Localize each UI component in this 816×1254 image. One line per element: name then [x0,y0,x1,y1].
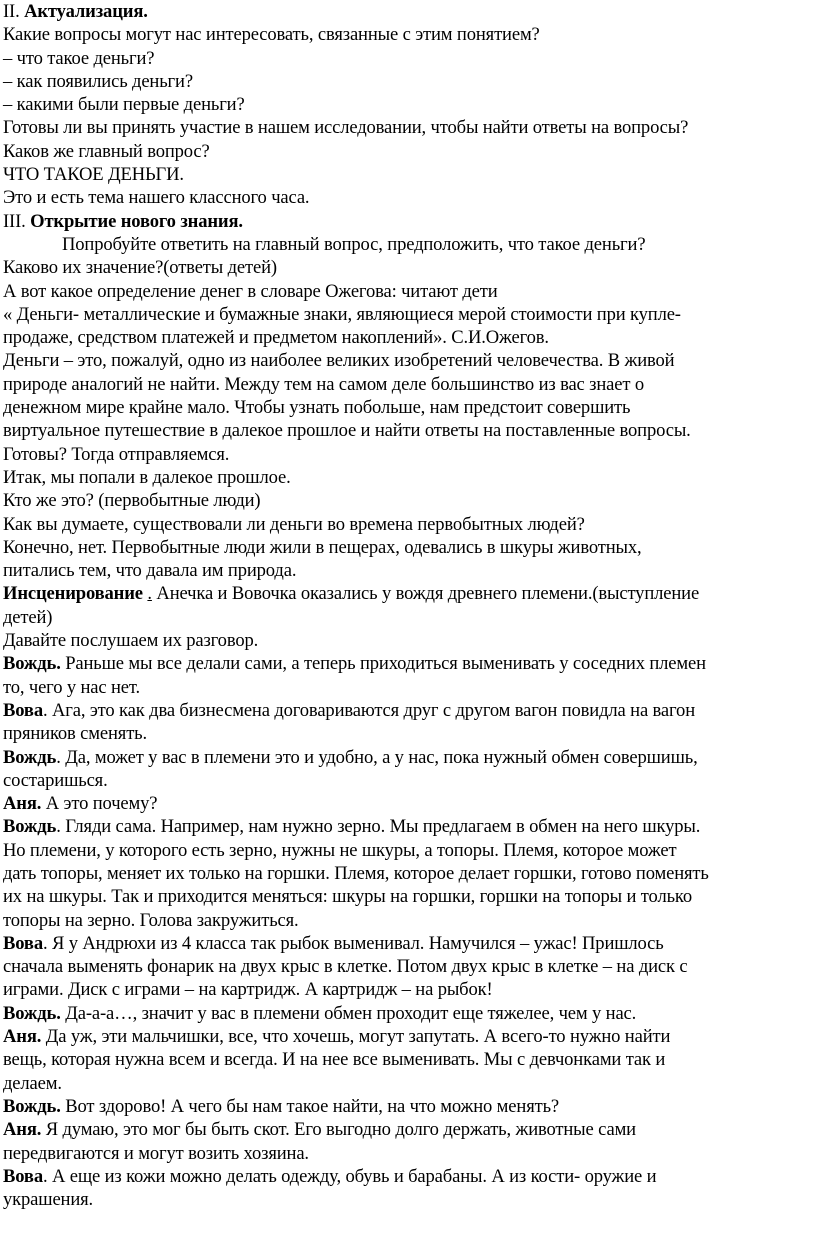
staging-text: Анечка и Вовочка оказались у вождя древнего племени.(выступление [151,583,700,605]
paragraph-line: Готовы ли вы принять участие в нашем исследовании, чтобы найти ответы на вопросы? [3,117,689,139]
dialogue-line [3,1048,813,1071]
dialogue-text: Да-а-а…, значит у вас в племени обмен проходит еще тяжелее, чем у нас. [60,1002,637,1024]
dialogue-line [3,1188,813,1211]
paragraph-line: Кто же это? (первобытные люди) [3,490,261,512]
dialogue-text: передвигаются и могут возить хозяина. [3,1142,309,1164]
section-number: III. [3,210,26,232]
dialogue-text: . Да, может у вас в племени это и удобно, а у нас, пока нужный обмен совершишь, [56,746,698,768]
dialogue-line [3,1142,813,1165]
dialogue [3,652,813,1211]
dialogue-line [3,839,813,862]
dialogue-line [3,792,813,815]
speaker-name: Вова [3,699,43,721]
paragraph-line: питались тем, что давала им природа. [3,560,297,582]
dialogue-line [3,1165,813,1188]
paragraph-line: Какие вопросы могут нас интересовать, связанные с этим понятием? [3,24,540,46]
speaker-name: Аня. [3,1119,42,1141]
dialogue-text: Раньше мы все делали сами, а теперь приходиться выменивать у соседних племен [60,653,706,675]
dialogue-text: дать топоры, меняет их только на горшки. Племя, которое делает горшки, готово поменять [3,862,709,884]
dialogue-line [3,909,813,932]
dialogue-line [3,1025,813,1048]
dialogue-line [3,1072,813,1095]
speaker-name: Вождь [3,746,57,768]
quote-line: продаже, средством платежей и предметом накоплений». С.И.Ожегов. [3,327,549,349]
dialogue-text: то, чего у нас нет. [3,676,140,698]
dialogue-text: Вот здорово! А чего бы нам такое найти, на что можно менять? [60,1095,560,1117]
dialogue-line [3,1002,813,1025]
paragraph-line: Давайте послушаем их разговор. [3,630,259,652]
dialogue-line [3,769,813,792]
dialogue-text: топоры на зерно. Голова закружиться. [3,909,299,931]
speaker-name: Вова [3,1165,43,1187]
paragraph-line: Конечно, нет. Первобытные люди жили в пещерах, одевались в шкуры животных, [3,536,642,558]
paragraph-line: Каково их значение?(ответы детей) [3,257,277,279]
quote-line: « Деньги- металлические и бумажные знаки, являющиеся мерой стоимости при купле- [3,303,681,325]
list-item: – что такое деньги? [3,47,155,69]
dialogue-line [3,746,813,769]
dialogue-line [3,978,813,1001]
staging-mark: . [147,583,152,605]
dialogue-text: Но племени, у которого есть зерно, нужны не шкуры, а топоры. Племя, которое может [3,839,677,861]
section-title: Актуализация. [24,1,148,22]
dialogue-text: состаришься. [3,769,108,791]
speaker-name: Аня. [3,1026,42,1048]
speaker-name: Вождь. [3,1095,61,1117]
dialogue-line [3,1118,813,1141]
paragraph-line: Готовы? Тогда отправляемся. [3,443,230,465]
document-page [3,0,813,1211]
speaker-name: Вождь. [3,653,61,675]
dialogue-text: украшения. [3,1189,94,1211]
paragraph-line: Как вы думаете, существовали ли деньги во времена первобытных людей? [3,513,585,535]
dialogue-text: вещь, которая нужна всем и всегда. И на нее все выменивать. Мы с девчонками так и [3,1049,666,1071]
dialogue-line [3,932,813,955]
dialogue-line [3,885,813,908]
paragraph-line: виртуальное путешествие в далекое прошлое и найти ответы на поставленные вопросы. [3,420,691,442]
dialogue-text: . Ага, это как два бизнесмена договариваются друг с другом вагон повидла на вагон [42,699,695,721]
section-title: Открытие нового знания. [30,210,243,232]
list-item: – как появились деньги? [3,70,193,92]
paragraph-line: Это и есть тема нашего классного часа. [3,187,310,209]
paragraph-line: природе аналогий не найти. Между тем на самом деле большинство из вас знает о [3,373,644,395]
speaker-name: Вождь. [3,1002,61,1024]
dialogue-text: делаем. [3,1072,62,1094]
dialogue-text: А это почему? [41,793,158,815]
list-item: – какими были первые деньги? [3,94,245,116]
paragraph-line: Каков же главный вопрос? [3,140,210,162]
dialogue-text: . Гляди сама. Например, нам нужно зерно. Мы предлагаем в обмен на него шкуры. [56,816,701,838]
staging-label: Инсценирование [3,583,143,605]
paragraph-line: Попробуйте ответить на главный вопрос, предположить, что такое деньги? [62,233,646,255]
dialogue-text: Я думаю, это мог бы быть скот. Его выгодно долго держать, животные сами [41,1119,636,1141]
paragraph-line: Итак, мы попали в далекое прошлое. [3,466,291,488]
dialogue-text: пряников сменять. [3,723,147,745]
paragraph-line: денежном мире крайне мало. Чтобы узнать побольше, нам предстоит совершить [3,397,631,419]
dialogue-text: их на шкуры. Так и приходится меняться: шкуры на горшки, горшки на топоры и только [3,886,692,908]
section-heading-actualization [3,0,813,23]
dialogue-line [3,699,813,722]
paragraph-line: Деньги – это, пожалуй, одно из наиболее великих изобретений человечества. В живой [3,350,675,372]
dialogue-text: сначала выменять фонарик на двух крыс в клетке. Потом двух крыс в клетке – на диск с [3,956,688,978]
section-number: II. [3,1,20,22]
dialogue-text: играми. Диск с играми – на картридж. А картридж – на рыбок! [3,979,493,1001]
paragraph-line: детей) [3,606,53,628]
section-heading-new-knowledge [3,210,813,233]
dialogue-line [3,862,813,885]
dialogue-line [3,676,813,699]
dialogue-text: . Я у Андрюхи из 4 класса так рыбок выменивал. Намучился – ужас! Пришлось [42,932,664,954]
dialogue-line [3,652,813,675]
dialogue-text: Да уж, эти мальчишки, все, что хочешь, могут запутать. А всего-то нужно найти [41,1026,671,1048]
dialogue-text: . А еще из кожи можно делать одежду, обувь и барабаны. А из кости- оружие и [42,1165,657,1187]
dialogue-line [3,955,813,978]
dialogue-line [3,815,813,838]
dialogue-line [3,1095,813,1118]
speaker-name: Аня. [3,793,42,815]
staging-line [3,582,813,605]
topic-line: ЧТО ТАКОЕ ДЕНЬГИ. [3,164,184,186]
speaker-name: Вова [3,932,43,954]
dialogue-line [3,722,813,745]
speaker-name: Вождь [3,816,57,838]
paragraph-line: А вот какое определение денег в словаре Ожегова: читают дети [3,280,498,302]
